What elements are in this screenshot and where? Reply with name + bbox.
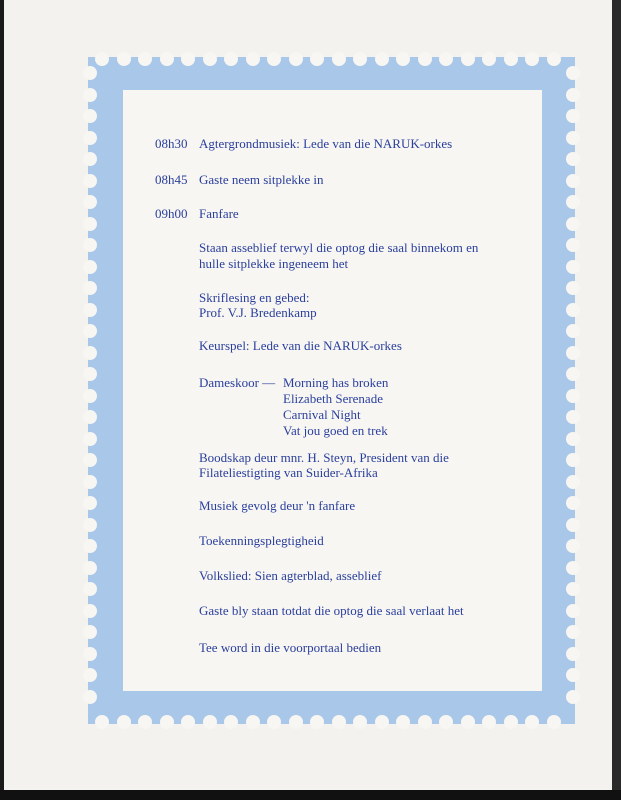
- perforation-hole: [83, 496, 97, 510]
- program-text: Fanfare: [199, 206, 239, 221]
- perforation-hole: [566, 152, 580, 166]
- perforation-hole: [547, 715, 561, 729]
- perforation-hole: [461, 715, 475, 729]
- perforation-hole: [566, 367, 580, 381]
- perforation-hole: [525, 52, 539, 66]
- standing-line-2: hulle sitplekke ingeneem het: [199, 256, 349, 271]
- perforation-hole: [566, 496, 580, 510]
- scan-edge-right: [612, 0, 621, 800]
- perforation-hole: [353, 52, 367, 66]
- perforation-hole: [83, 367, 97, 381]
- choir-song: Vat jou goed en trek: [283, 423, 388, 438]
- perforation-hole: [566, 561, 580, 575]
- program-text: Gaste neem sitplekke in: [199, 172, 324, 187]
- perforation-hole: [83, 174, 97, 188]
- perforation-hole: [375, 715, 389, 729]
- perforation-hole: [332, 52, 346, 66]
- perforation-hole: [83, 453, 97, 467]
- perforation-hole: [83, 303, 97, 317]
- perforation-hole: [566, 389, 580, 403]
- perforation-hole: [83, 152, 97, 166]
- standing-line-1: Staan asseblief terwyl die optog die saal binnekom en: [199, 240, 479, 255]
- perforation-hole: [566, 604, 580, 618]
- choir-label: Dameskoor —: [199, 375, 276, 390]
- perforation-hole: [310, 52, 324, 66]
- perforation-hole: [83, 668, 97, 682]
- perforation-hole: [83, 238, 97, 252]
- perforation-hole: [566, 410, 580, 424]
- perforation-hole: [246, 52, 260, 66]
- perforation-hole: [83, 475, 97, 489]
- perforation-hole: [83, 88, 97, 102]
- perforation-hole: [160, 52, 174, 66]
- perforation-hole: [83, 66, 97, 80]
- perforation-hole: [181, 715, 195, 729]
- perforation-hole: [566, 238, 580, 252]
- music-text: Musiek gevolg deur 'n fanfare: [199, 498, 356, 513]
- perforation-hole: [566, 109, 580, 123]
- perforation-hole: [83, 410, 97, 424]
- perforation-hole: [267, 52, 281, 66]
- perforation-hole: [83, 625, 97, 639]
- scan-edge-left: [0, 0, 4, 800]
- choir-song: Carnival Night: [283, 407, 361, 422]
- perforation-hole: [566, 346, 580, 360]
- perforation-hole: [482, 715, 496, 729]
- perforation-hole: [83, 195, 97, 209]
- perforation-hole: [332, 715, 346, 729]
- perforation-hole: [439, 52, 453, 66]
- perforation-hole: [566, 324, 580, 338]
- scripture-line-1: Skriflesing en gebed:: [199, 290, 310, 305]
- perforation-hole: [83, 539, 97, 553]
- perforation-hole: [461, 52, 475, 66]
- perforation-hole: [83, 518, 97, 532]
- perforation-hole: [224, 715, 238, 729]
- message-line-1: Boodskap deur mnr. H. Steyn, President van die: [199, 450, 449, 465]
- choir-song-list: [283, 375, 388, 439]
- perforation-hole: [117, 715, 131, 729]
- perforation-hole: [566, 281, 580, 295]
- scan-edge-bottom: [0, 790, 621, 800]
- perforation-hole: [83, 324, 97, 338]
- perforation-hole: [83, 582, 97, 596]
- perforation-hole: [566, 582, 580, 596]
- perforation-hole: [566, 690, 580, 704]
- program-time: 09h00: [155, 206, 188, 221]
- perforation-hole: [566, 432, 580, 446]
- perforation-hole: [83, 389, 97, 403]
- guests-stand-text: Gaste bly staan totdat die optog die saal verlaat het: [199, 603, 464, 618]
- perforation-hole: [83, 109, 97, 123]
- perforation-hole: [83, 260, 97, 274]
- perforation-hole: [566, 195, 580, 209]
- perforation-hole: [504, 52, 518, 66]
- perforation-hole: [83, 604, 97, 618]
- perforation-hole: [566, 88, 580, 102]
- perforation-hole: [566, 539, 580, 553]
- perforation-hole: [267, 715, 281, 729]
- perforation-hole: [289, 715, 303, 729]
- choir-song: Elizabeth Serenade: [283, 391, 383, 406]
- perforation-hole: [566, 260, 580, 274]
- perforation-hole: [117, 52, 131, 66]
- tea-text: Tee word in die voorportaal bedien: [199, 640, 382, 655]
- perforation-hole: [224, 52, 238, 66]
- perforation-hole: [547, 52, 561, 66]
- perforation-hole: [566, 217, 580, 231]
- perforation-hole: [138, 715, 152, 729]
- perforation-hole: [566, 303, 580, 317]
- perforation-hole: [525, 715, 539, 729]
- perforation-hole: [375, 52, 389, 66]
- perforation-hole: [138, 52, 152, 66]
- message-line-2: Filateliestigting van Suider-Afrika: [199, 465, 378, 480]
- perforation-hole: [566, 668, 580, 682]
- perforation-hole: [396, 52, 410, 66]
- scripture-line-2: Prof. V.J. Bredenkamp: [199, 305, 317, 320]
- program-text: Agtergrondmusiek: Lede van die NARUK-orkes: [199, 136, 453, 151]
- perforation-hole: [504, 715, 518, 729]
- perforation-hole: [418, 52, 432, 66]
- program-time: 08h30: [155, 136, 188, 151]
- choir-song: Morning has broken: [283, 375, 389, 390]
- perforation-hole: [482, 52, 496, 66]
- ceremony-text: Toekenningsplegtigheid: [199, 533, 324, 548]
- perforation-hole: [353, 715, 367, 729]
- perforation-hole: [566, 453, 580, 467]
- perforation-hole: [83, 217, 97, 231]
- perforation-hole: [203, 715, 217, 729]
- perforation-hole: [310, 715, 324, 729]
- perforation-hole: [289, 52, 303, 66]
- perforation-hole: [83, 346, 97, 360]
- perforation-hole: [566, 647, 580, 661]
- perforation-hole: [181, 52, 195, 66]
- perforation-hole: [396, 715, 410, 729]
- perforation-hole: [83, 281, 97, 295]
- perforation-hole: [566, 66, 580, 80]
- keurspel-text: Keurspel: Lede van die NARUK-orkes: [199, 338, 402, 353]
- program-time: 08h45: [155, 172, 188, 187]
- perforation-hole: [418, 715, 432, 729]
- perforation-hole: [83, 690, 97, 704]
- perforation-hole: [203, 52, 217, 66]
- perforation-hole: [95, 52, 109, 66]
- perforation-hole: [160, 715, 174, 729]
- perforation-hole: [566, 625, 580, 639]
- anthem-text: Volkslied: Sien agterblad, asseblief: [199, 568, 382, 583]
- perforation-hole: [566, 174, 580, 188]
- perforation-hole: [83, 647, 97, 661]
- perforation-hole: [83, 432, 97, 446]
- perforation-hole: [95, 715, 109, 729]
- perforation-hole: [566, 518, 580, 532]
- perforation-hole: [83, 131, 97, 145]
- perforation-hole: [439, 715, 453, 729]
- perforation-hole: [246, 715, 260, 729]
- perforation-hole: [83, 561, 97, 575]
- perforation-hole: [566, 475, 580, 489]
- perforation-hole: [566, 131, 580, 145]
